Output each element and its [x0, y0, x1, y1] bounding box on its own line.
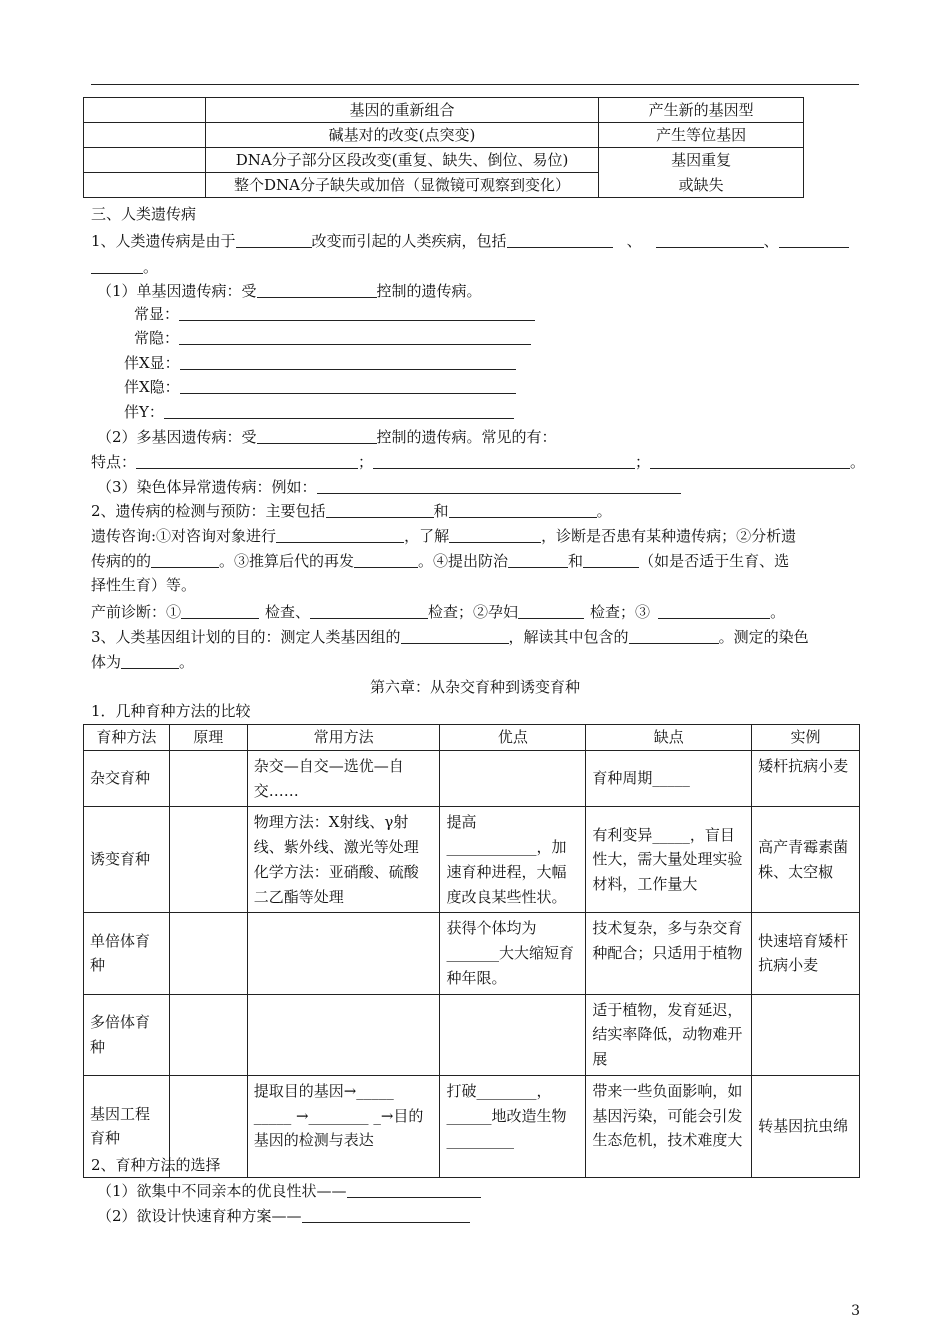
method-cell: 诱变育种	[84, 807, 170, 913]
breeding-methods-table	[83, 724, 860, 1178]
principle-cell	[169, 750, 247, 807]
section-title: 三、人类遗传病	[91, 205, 197, 223]
header-rule	[91, 84, 859, 85]
y-linked: 伴Y：	[124, 403, 514, 421]
cons-cell: 技术复杂，多与杂交育种配合；只适用于植物	[586, 913, 752, 994]
x-linked-recessive: 伴X隐：	[124, 378, 516, 396]
table-row	[84, 173, 804, 198]
common-cell	[247, 994, 440, 1075]
table-row	[84, 148, 804, 173]
selection-1: （1）欲集中不同亲本的优良性状——	[97, 1182, 481, 1200]
table-cell	[84, 148, 206, 173]
example-cell: 快速培育矮杆抗病小麦	[752, 913, 860, 994]
example-cell: 矮杆抗病小麦	[752, 750, 860, 807]
subsection-title: 1．几种育种方法的比较	[91, 702, 251, 720]
prenatal-diagnosis: 产前诊断：① 检查、 检查；②孕妇 检查；③ 。	[91, 603, 786, 621]
principle-cell	[169, 994, 247, 1075]
principle-cell	[169, 807, 247, 913]
common-cell	[247, 913, 440, 994]
x-linked-dominant: 伴X显：	[124, 354, 516, 372]
header-cell: 常用方法	[247, 725, 440, 751]
header-cell: 实例	[752, 725, 860, 751]
cons-cell: 带来一些负面影响，如基因污染，可能会引发生态危机，技术难度大	[586, 1075, 752, 1177]
table-cell: 整个DNA分子缺失或加倍（显微镜可观察到变化）	[205, 173, 598, 198]
table-row	[84, 994, 860, 1075]
table-header-row	[84, 725, 860, 751]
example-cell: 高产青霉素菌株、太空椒	[752, 807, 860, 913]
table-row	[84, 98, 804, 123]
cons-cell: 育种周期_____	[586, 750, 752, 807]
common-cell: 提取目的基因→_____ _____ →________ _→目的基因的检测与表达	[247, 1075, 440, 1177]
question-2: 2、遗传病的检测与预防：主要包括 和 。	[91, 502, 612, 520]
example-cell: 转基因抗虫绵	[752, 1075, 860, 1177]
table-cell	[84, 123, 206, 148]
header-cell: 优点	[440, 725, 586, 751]
header-cell: 缺点	[586, 725, 752, 751]
common-cell: 杂交—自交—选优—自交……	[247, 750, 440, 807]
method-cell: 基因工程育种	[84, 1075, 170, 1177]
pros-cell	[440, 994, 586, 1075]
multi-gene: （2）多基因遗传病：受 控制的遗传病。常见的有：	[97, 428, 557, 446]
table-row	[84, 750, 860, 807]
question-1-cont: 。	[91, 258, 158, 276]
variation-table	[83, 97, 804, 198]
chapter-title: 第六章：从杂交育种到诱变育种	[369, 678, 580, 696]
question-3: 3、人类基因组计划的目的：测定人类基因组的 ，解读其中包含的 。测定的染色	[91, 628, 809, 646]
header-cell: 育种方法	[84, 725, 170, 751]
pros-cell: 提高____________，加速育种进程，大幅度改良某些性状。	[440, 807, 586, 913]
table-cell: 碱基对的改变(点突变)	[205, 123, 598, 148]
chromosomal: （3）染色体异常遗传病：例如：	[97, 478, 681, 496]
table-cell: 基因重复	[599, 148, 804, 173]
table-cell: 或缺失	[599, 173, 804, 198]
traits: 特点： ； ； 。	[91, 453, 866, 471]
table-cell: 产生等位基因	[599, 123, 804, 148]
method-cell: 多倍体育种	[84, 994, 170, 1075]
question-3-cont: 体为 。	[91, 653, 195, 671]
page-number: 3	[851, 1303, 860, 1319]
pros-cell: 打破________，______地改造生物_________	[440, 1075, 586, 1177]
example-cell	[752, 994, 860, 1075]
pros-cell	[440, 750, 586, 807]
table-cell	[84, 98, 206, 123]
question-1: 1、人类遗传病是由于 改变而引起的人类疾病，包括 、 、	[91, 232, 849, 250]
table-cell: 基因的重新组合	[205, 98, 598, 123]
table-cell: DNA分子部分区段改变(重复、缺失、倒位、易位)	[205, 148, 598, 173]
table-cell: 产生新的基因型	[599, 98, 804, 123]
header-cell: 原理	[169, 725, 247, 751]
table-row	[84, 913, 860, 994]
genetic-counseling: 遗传咨询:①对咨询对象进行 ，了解 ，诊断是否患有某种遗传病；②分析遗	[91, 527, 797, 545]
method-cell: 单倍体育种	[84, 913, 170, 994]
common-cell: 物理方法：X射线、γ射线、紫外线、激光等处理化学方法：亚硝酸、硫酸二乙酯等处理	[247, 807, 440, 913]
principle-cell	[169, 913, 247, 994]
genetic-counseling-2: 传病的的 。③推算后代的再发 。④提出防治 和 （如是否适于生育、选	[91, 552, 790, 570]
table-row	[84, 807, 860, 913]
table-row	[84, 123, 804, 148]
pros-cell: 获得个体均为_______大大缩短育种年限。	[440, 913, 586, 994]
cons-cell: 有利变异_____，盲目性大，需大量处理实验材料，工作量大	[586, 807, 752, 913]
subsection-title-2: 2、育种方法的选择	[91, 1156, 221, 1174]
cons-cell: 适于植物，发育延迟，结实率降低，动物难开展	[586, 994, 752, 1075]
autosomal-recessive: 常隐：	[134, 329, 531, 347]
selection-2: （2）欲设计快速育种方案——	[97, 1207, 470, 1225]
autosomal-dominant: 常显：	[134, 305, 535, 323]
genetic-counseling-3: 择性生育）等。	[91, 576, 197, 594]
single-gene: （1）单基因遗传病：受 控制的遗传病。	[97, 282, 482, 300]
table-cell	[84, 173, 206, 198]
method-cell: 杂交育种	[84, 750, 170, 807]
